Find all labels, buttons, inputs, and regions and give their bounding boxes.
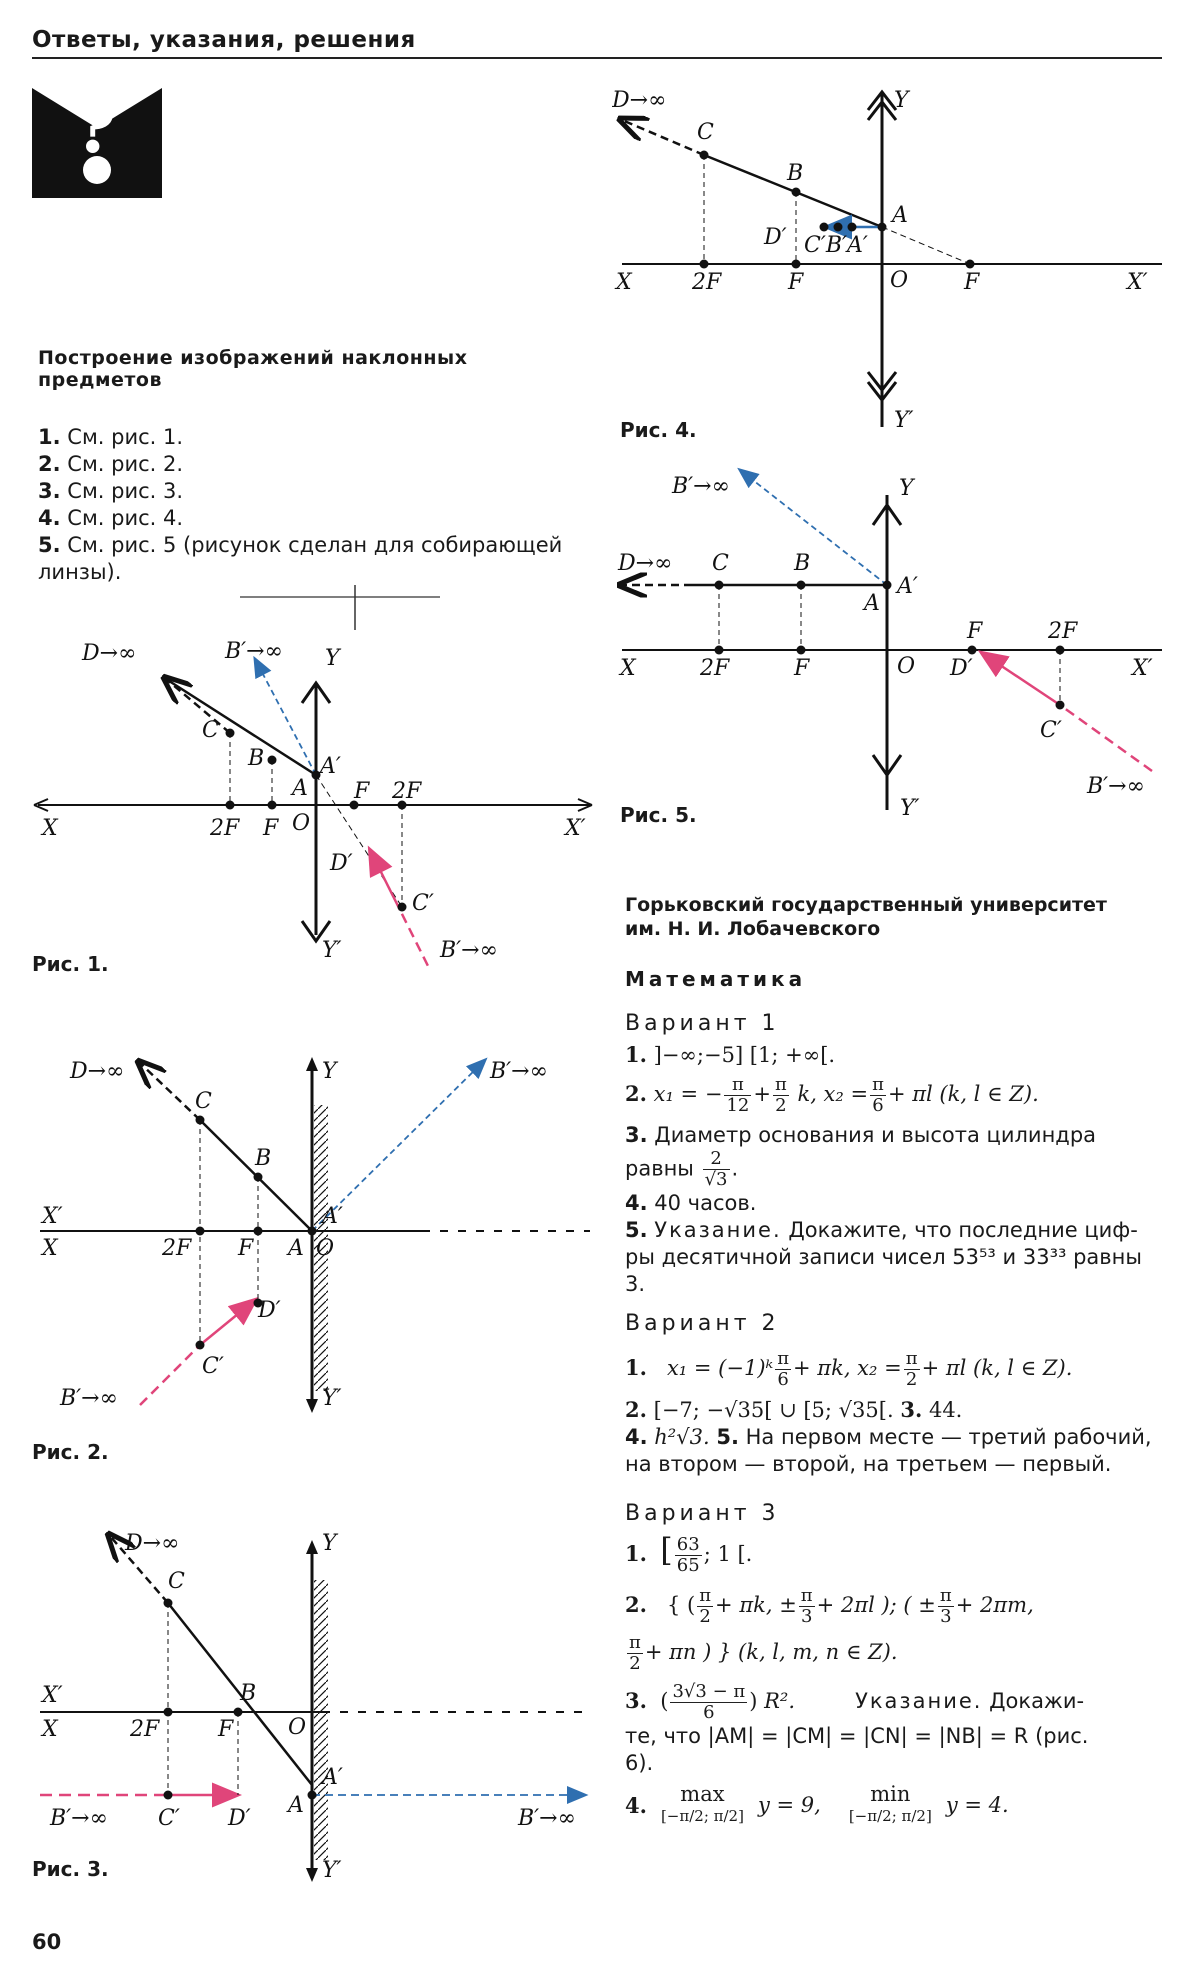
svg-text:C: C [712,551,729,576]
svg-text:O: O [897,654,916,679]
svg-text:B: B [248,746,265,771]
svg-text:C′: C′ [1040,718,1062,743]
svg-text:B: B [787,161,804,186]
svg-text:2F: 2F [1048,619,1078,644]
svg-text:2F: 2F [700,656,730,681]
svg-text:2F: 2F [162,1236,192,1261]
svg-text:Y: Y [899,476,914,501]
svg-text:F: F [354,779,370,804]
svg-text:B′→∞: B′→∞ [440,938,498,963]
page-number: 60 [32,1930,62,1954]
svg-text:F: F [794,656,810,681]
svg-text:C: C [195,1089,212,1114]
svg-text:X′: X′ [42,1683,63,1708]
svg-text:X: X [616,270,632,295]
svg-text:B′→∞: B′→∞ [1087,774,1145,799]
svg-text:A′: A′ [320,754,341,779]
figure-5-caption: Рис. 5. [620,803,697,827]
svg-text:C′: C′ [158,1806,180,1831]
svg-text:D→∞: D→∞ [618,551,673,576]
svg-text:Y: Y [894,88,909,113]
variant-3-title: Вариант 3 [625,1501,780,1526]
svg-text:A: A [292,776,308,801]
variant-3: Вариант 3 1. [ $\frac{63}{65}$ ; 1 [. 2. { ( $\frac{\pi}{2}$ + πk, ± $\frac{\pi}{3}$ + 2πl ); ( ± $\frac{\pi}{3}$ + 2πm, $\frac{\pi}{2}$ + πn ) } (k, l, m, n ∈ Z). 3. ( $\frac{3√3 - \pi}{6}$ ) R². Указание. Докажи- те, что |AM| = |CM| = |CN| = |NB| = R (рис. 6). 4. max [−π/2; π/2] y = 9, min [−π/2; π/2] y = 4. [625,1500,1163,1827]
svg-text:F: F [967,619,983,644]
figure-2 [30,1045,600,1430]
svg-text:2F: 2F [692,270,722,295]
svg-text:F: F [238,1236,254,1261]
svg-text:O: O [292,811,311,836]
svg-text:D′: D′ [330,851,353,876]
svg-text:X: X [620,656,636,681]
svg-text:O: O [316,1236,335,1261]
svg-text:D′: D′ [228,1806,251,1831]
figure-4 [612,82,1172,442]
svg-text:B: B [240,1681,257,1706]
svg-text:Y′: Y′ [322,938,342,963]
svg-text:C′: C′ [412,891,434,916]
variant-2-title: Вариант 2 [625,1311,780,1336]
svg-text:2F: 2F [130,1717,160,1742]
figure-3 [30,1530,600,1890]
svg-text:D→∞: D→∞ [82,641,137,666]
variant-2: Вариант 2 1. x₁ = (−1)ᵏ $\frac{\pi}{6}$ + πk, x₂ = $\frac{\pi}{2}$ + πl (k, l ∈ Z). 2. [−7; −√35[ ∪ [5; √35[. 3. 44. 4. h²√3. 5. На первом месте — третий рабочий, на втором — второй, на третьем — первый. [625,1310,1163,1478]
university-heading: Горьковский государственный университет им. Н. И. Лобачевского [625,894,1107,940]
figure-1 [30,585,600,970]
svg-text:D→∞: D→∞ [70,1059,125,1084]
svg-text:A′: A′ [322,1765,343,1790]
svg-text:B: B [794,551,811,576]
svg-text:B′→∞: B′→∞ [50,1806,108,1831]
svg-text:C′B′A′: C′B′A′ [804,233,868,258]
question-emblem-icon [32,88,162,198]
svg-text:X: X [42,1717,58,1742]
svg-text:C: C [697,120,714,145]
svg-text:2F: 2F [210,816,240,841]
logo-symbol: ? [74,88,117,169]
svg-text:B′→∞: B′→∞ [60,1386,118,1411]
svg-text:X: X [42,1236,58,1261]
svg-text:Y: Y [322,1059,337,1084]
svg-text:O: O [890,268,909,293]
svg-text:C′: C′ [202,1354,224,1379]
figure-4-caption: Рис. 4. [620,418,697,442]
svg-text:X: X [42,816,58,841]
svg-text:B′→∞: B′→∞ [225,639,283,664]
svg-text:Y′: Y′ [894,408,914,433]
figure-1-caption: Рис. 1. [32,952,109,976]
figure-2-caption: Рис. 2. [32,1440,109,1464]
svg-text:Y′: Y′ [900,796,920,821]
figure-5 [612,465,1172,825]
svg-text:D′: D′ [764,225,787,250]
svg-text:D′: D′ [258,1298,281,1323]
variant-1-title: Вариант 1 [625,1011,780,1036]
svg-text:C: C [168,1569,185,1594]
svg-text:C: C [202,718,219,743]
svg-text:A: A [288,1236,304,1261]
svg-text:X′: X′ [42,1204,63,1229]
svg-text:A′: A′ [897,574,918,599]
svg-text:F: F [218,1717,234,1742]
svg-text:F: F [263,816,279,841]
svg-text:A: A [288,1793,304,1818]
svg-text:D′: D′ [950,656,973,681]
svg-text:X′: X′ [565,816,586,841]
svg-text:X′: X′ [1132,656,1153,681]
svg-text:A: A [892,203,908,228]
svg-text:Y′: Y′ [322,1858,342,1883]
svg-text:Y: Y [325,646,340,671]
svg-text:D→∞: D→∞ [612,88,667,113]
svg-text:Y: Y [322,1531,337,1556]
section-title: Построение изображений наклонных предметов [38,347,468,391]
svg-text:B′→∞: B′→∞ [490,1059,548,1084]
svg-text:B: B [255,1146,272,1171]
svg-text:B′→∞: B′→∞ [518,1806,576,1831]
svg-text:B′→∞: B′→∞ [672,474,730,499]
svg-text:Y′: Y′ [322,1386,342,1411]
svg-text:F: F [964,270,980,295]
answers-list: 1. См. рис. 1. 2. См. рис. 2. 3. См. рис. 3. 4. См. рис. 4. 5. См. рис. 5 (рисунок сделан для собирающей линзы). [38,425,563,584]
svg-text:2F: 2F [392,779,422,804]
svg-text:F: F [788,270,804,295]
running-header: Ответы, указания, решения [32,27,416,53]
svg-text:A: A [864,591,880,616]
subject-heading: Математика [625,967,807,991]
svg-text:D→∞: D→∞ [125,1531,180,1556]
header-rule [32,57,1162,59]
svg-text:O: O [288,1715,307,1740]
svg-text:X′: X′ [1127,270,1148,295]
figure-3-caption: Рис. 3. [32,1857,109,1881]
variant-1: Вариант 1 1. ]−∞;−5] [1; +∞[. 2. x₁ = − $\frac{\pi}{12}$ + $\frac{\pi}{2}$ k, x₂ = $\frac{\pi}{6}$ + πl (k, l ∈ Z). 3. Диаметр основания и высота цилиндра равны $\frac{2}{√3}$ . 4. 40 часов. 5. Указание. Докажите, что последние циф- ры десятичной записи чисел 53⁵³ и 33³³ равны 3. [625,1010,1163,1298]
svg-text:A′: A′ [322,1204,343,1229]
